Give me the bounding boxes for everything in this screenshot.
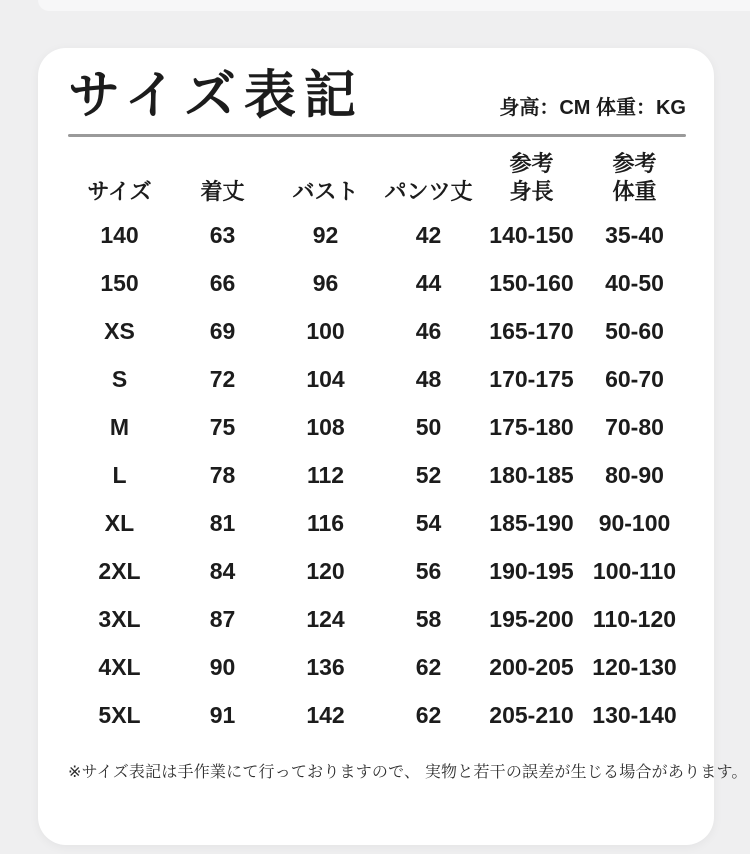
table-cell-size: 4XL: [98, 654, 141, 680]
table-cell-ref-height: 195-200: [489, 606, 574, 632]
table-cell-ref-height: 170-175: [489, 366, 574, 392]
size-chart-card: [38, 48, 748, 845]
table-cell-size: 3XL: [98, 606, 141, 632]
table-cell-bust: 100: [306, 318, 345, 344]
table-cell-ref-weight: 35-40: [605, 222, 664, 248]
table-cell-pants: 50: [415, 414, 442, 440]
table-cell-pants: 46: [415, 318, 442, 344]
table-cell-pants: 42: [415, 222, 442, 248]
table-cell-ref-height: 185-190: [489, 510, 574, 536]
column-header-line: 体重: [612, 178, 657, 204]
table-cell-length: 69: [209, 318, 236, 344]
table-cell-ref-height: 150-160: [489, 270, 574, 296]
table-cell-pants: 62: [415, 702, 442, 728]
table-cell-bust: 92: [312, 222, 339, 248]
table-cell-bust: 120: [306, 558, 345, 584]
table-cell-ref-height: 140-150: [489, 222, 574, 248]
column-header-ref-height: [480, 137, 583, 211]
column-header-line: 参考: [509, 151, 554, 176]
table-cell-pants: 58: [415, 606, 442, 632]
table-cell-size: 2XL: [98, 558, 141, 584]
column-header-bust: [274, 137, 377, 211]
table-cell-length: 78: [209, 462, 236, 488]
table-cell-length: 63: [209, 222, 236, 248]
table-cell-bust: 108: [306, 414, 345, 440]
table-cell-ref-height: 190-195: [489, 558, 574, 584]
table-cell-size: 140: [100, 222, 139, 248]
page-title: サイズ表記: [68, 67, 364, 126]
table-cell-size: XL: [104, 510, 135, 536]
table-cell-size: 150: [100, 270, 139, 296]
table-cell-bust: 142: [306, 702, 345, 728]
table-cell-bust: 96: [312, 270, 339, 296]
column-header-line: バスト: [292, 178, 359, 204]
table-cell-pants: 52: [415, 462, 442, 488]
table-cell-ref-weight: 60-70: [605, 366, 664, 392]
table-cell-size: XS: [104, 318, 135, 344]
column-header-line: パンツ丈: [384, 178, 473, 204]
column-header-line: サイズ: [87, 178, 152, 204]
table-cell-size: L: [112, 462, 127, 488]
column-header-line: 着丈: [200, 178, 245, 204]
table-cell-ref-weight: 50-60: [605, 318, 664, 344]
table-cell-bust: 116: [306, 510, 345, 536]
column-header-line: 身長: [509, 178, 554, 204]
table-cell-length: 81: [209, 510, 236, 536]
table-cell-length: 72: [209, 366, 236, 392]
column-header-length: [171, 137, 274, 211]
table-cell-length: 66: [209, 270, 236, 296]
table-cell-ref-weight: 70-80: [605, 414, 664, 440]
table-cell-size: M: [109, 414, 130, 440]
table-cell-bust: 112: [306, 462, 345, 488]
table-cell-pants: 56: [415, 558, 442, 584]
table-cell-ref-height: 205-210: [489, 702, 574, 728]
table-cell-ref-height: 175-180: [489, 414, 574, 440]
previous-card-edge: [38, 0, 750, 11]
table-cell-ref-weight: 130-140: [592, 702, 677, 728]
table-cell-size: 5XL: [98, 702, 141, 728]
table-cell-bust: 136: [306, 654, 345, 680]
size-table: [68, 137, 686, 739]
table-cell-bust: 124: [306, 606, 345, 632]
table-cell-length: 87: [209, 606, 236, 632]
table-cell-length: 90: [209, 654, 236, 680]
table-cell-pants: 54: [415, 510, 442, 536]
table-cell-length: 84: [209, 558, 236, 584]
unit-note: 身高：CM 体重：KG: [499, 97, 686, 119]
card-header: [68, 60, 686, 124]
column-header-ref-weight: [583, 137, 686, 211]
table-cell-ref-weight: 100-110: [592, 558, 677, 584]
table-cell-ref-height: 165-170: [489, 318, 574, 344]
table-cell-ref-height: 200-205: [489, 654, 574, 680]
column-header-size: [68, 137, 171, 211]
table-cell-ref-height: 180-185: [489, 462, 574, 488]
table-cell-ref-weight: 90-100: [598, 510, 671, 536]
table-cell-ref-weight: 80-90: [605, 462, 664, 488]
table-cell-ref-weight: 40-50: [605, 270, 664, 296]
table-cell-pants: 62: [415, 654, 442, 680]
table-cell-length: 91: [209, 702, 236, 728]
table-cell-ref-weight: 110-120: [592, 606, 677, 632]
table-cell-pants: 48: [415, 366, 442, 392]
table-cell-ref-weight: 120-130: [592, 654, 677, 680]
table-cell-size: S: [111, 366, 128, 392]
column-header-line: 参考: [612, 151, 657, 176]
table-cell-bust: 104: [306, 366, 345, 392]
table-cell-length: 75: [209, 414, 236, 440]
table-cell-pants: 44: [415, 270, 442, 296]
footnote: ※サイズ表記は手作業にて行っておりますので、 実物と若干の誤差が生じる場合があります。: [68, 764, 748, 781]
column-header-pants: [377, 137, 480, 211]
